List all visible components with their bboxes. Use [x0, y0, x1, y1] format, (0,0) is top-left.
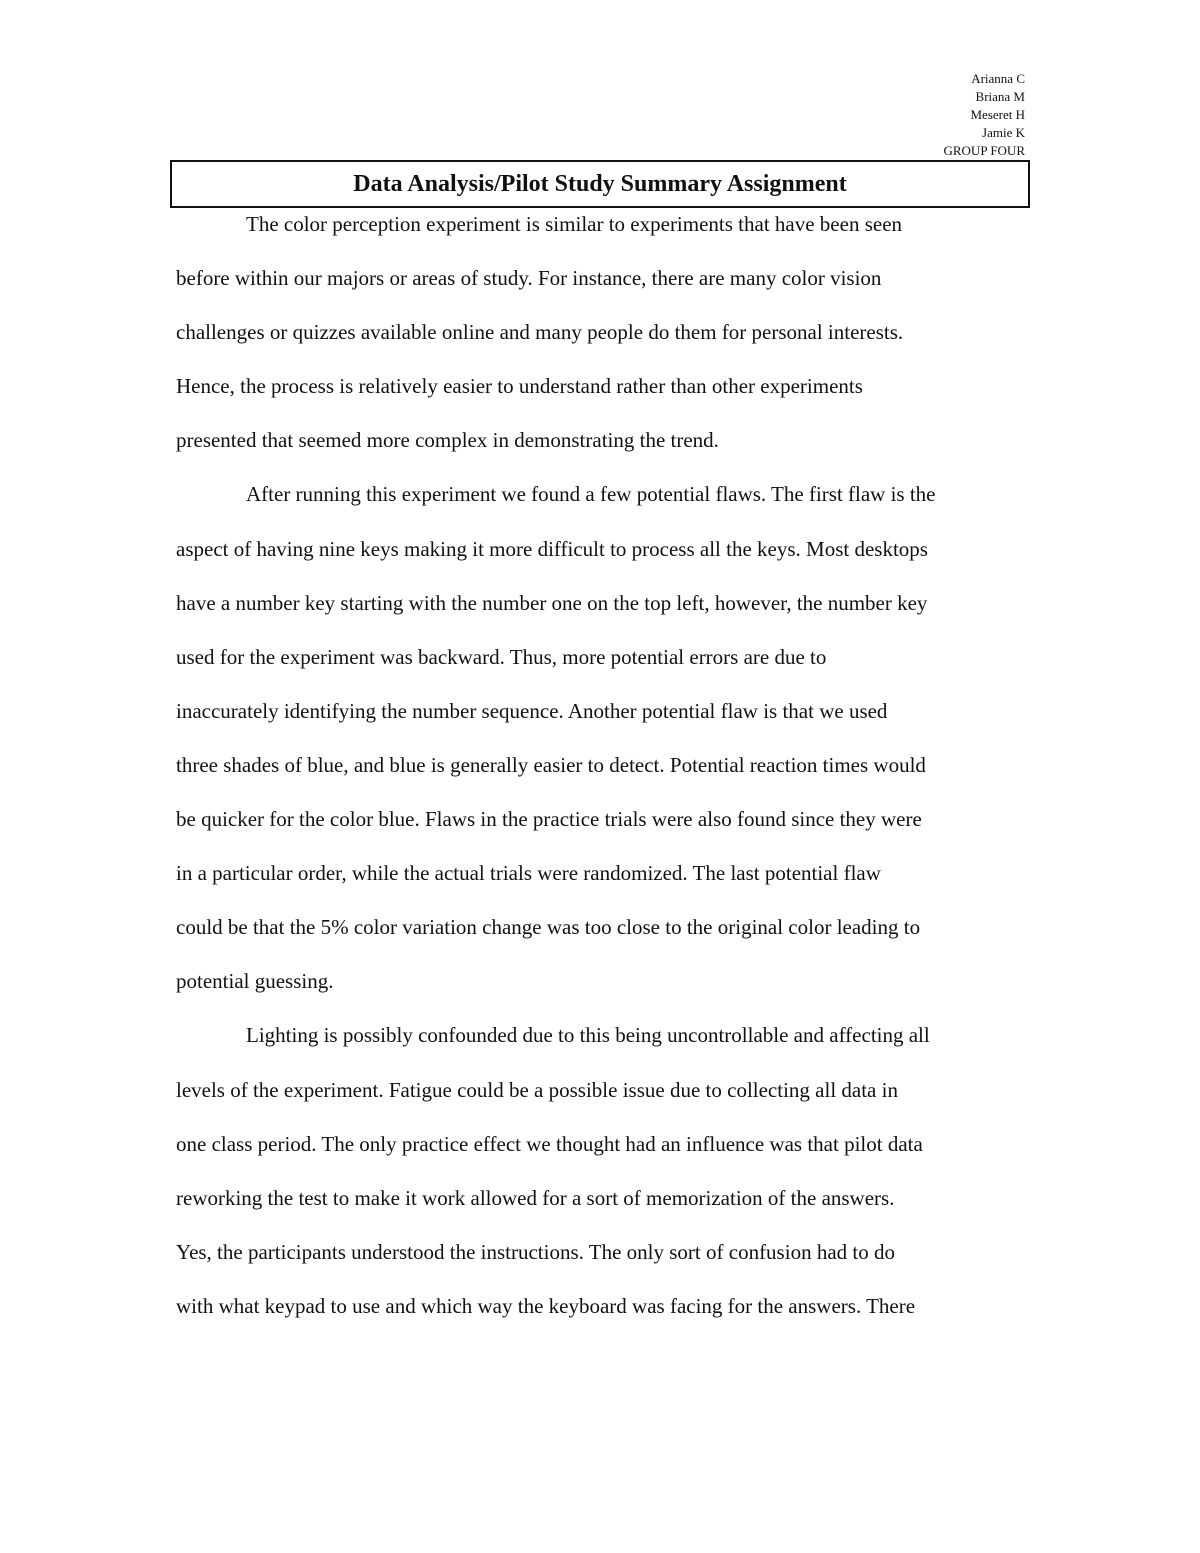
- document-body: [176, 197, 1036, 1333]
- author-name: Arianna C: [971, 71, 1025, 86]
- document-title: Data Analysis/Pilot Study Summary Assignment: [353, 170, 847, 197]
- text-line: with what keypad to use and which way the keyboard was facing for the answers. There: [176, 1293, 916, 1318]
- text-line: three shades of blue, and blue is generally easier to detect. Potential reaction times would: [176, 752, 926, 777]
- text-line: be quicker for the color blue. Flaws in the practice trials were also found since they were: [176, 807, 922, 832]
- paragraph: [176, 467, 1036, 1008]
- text-line: one class period. The only practice effect we thought had an influence was that pilot data: [176, 1131, 923, 1156]
- author-name: Jamie K: [982, 125, 1025, 140]
- text-line: could be that the 5% color variation change was too close to the original color leading to: [176, 915, 921, 940]
- group-label: GROUP FOUR: [943, 143, 1025, 158]
- text-line: inaccurately identifying the number sequence. Another potential flaw is that we used: [176, 698, 888, 723]
- paragraph: [176, 197, 1036, 467]
- text-line: Yes, the participants understood the instructions. The only sort of confusion had to do: [176, 1239, 895, 1264]
- text-line: challenges or quizzes available online and many people do them for personal interests.: [176, 320, 904, 345]
- text-line: reworking the test to make it work allowed for a sort of memorization of the answers.: [176, 1185, 895, 1210]
- author-block: [943, 70, 1025, 160]
- text-line: Lighting is possibly confounded due to this being uncontrollable and affecting all: [246, 1023, 930, 1048]
- text-line: used for the experiment was backward. Thus, more potential errors are due to: [176, 644, 827, 669]
- author-name: Meseret H: [970, 107, 1025, 122]
- text-line: potential guessing.: [176, 969, 334, 994]
- text-line: presented that seemed more complex in demonstrating the trend.: [176, 428, 719, 453]
- text-line: in a particular order, while the actual trials were randomized. The last potential flaw: [176, 861, 881, 886]
- text-line: The color perception experiment is similar to experiments that have been seen: [246, 212, 903, 236]
- text-line: have a number key starting with the number one on the top left, however, the number key: [176, 590, 928, 615]
- author-name: Briana M: [975, 89, 1025, 104]
- text-line: After running this experiment we found a few potential flaws. The first flaw is the: [246, 482, 936, 507]
- text-line: levels of the experiment. Fatigue could be a possible issue due to collecting all data in: [176, 1077, 898, 1102]
- text-line: Hence, the process is relatively easier to understand rather than other experiments: [176, 374, 863, 399]
- paragraph: [176, 1008, 1036, 1333]
- text-line: before within our majors or areas of study. For instance, there are many color vision: [176, 266, 882, 291]
- text-line: aspect of having nine keys making it more difficult to process all the keys. Most desktops: [176, 536, 928, 561]
